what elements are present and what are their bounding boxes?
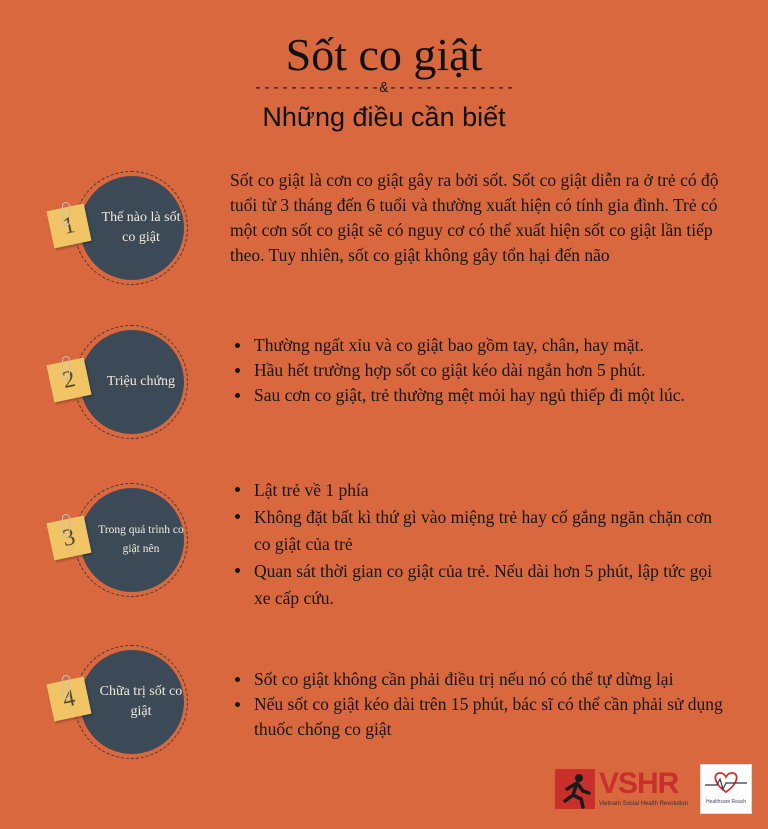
healthcare-logo-text: Healthcare Reach	[705, 799, 747, 805]
list-item: Quan sát thời gian co giật của trẻ. Nếu dài hơn 5 phút, lập tức gọi xe cấp cứu.	[254, 558, 732, 612]
section-4-label: Chữa trị sốt co giật	[99, 684, 183, 719]
paperclip-icon	[62, 675, 70, 699]
list-item: Sau cơn co giật, trẻ thường mệt mỏi hay ngủ thiếp đi một lúc.	[254, 383, 732, 408]
paperclip-icon	[62, 514, 70, 538]
section-2-circle	[80, 330, 184, 434]
section-4-number: 4	[60, 684, 78, 713]
section-1-number: 1	[60, 211, 78, 240]
section-2-number: 2	[60, 365, 78, 394]
paperclip-icon	[62, 356, 70, 380]
section-1-text: Sốt co giật là cơn co giật gây ra bởi sốt. Sốt co giật diễn ra ở trẻ có độ tuổi từ 3 tháng đến 6 tuổi và thường xuất hiện có tính gia đình. Trẻ có một cơn sốt co giật sẽ có nguy cơ có thể xuất hiện sốt co giật lần tiếp theo. Tuy nhiên, sốt co giật không gây tổn hại đến não	[230, 170, 719, 265]
healthcare-logo	[700, 764, 752, 814]
list-item: Sốt co giật không cần phải điều trị nếu nó có thể tự dừng lại	[254, 667, 732, 692]
section-2-label: Triệu chứng	[106, 374, 176, 389]
section-3-circle	[80, 488, 184, 592]
vshr-logo-text: VSHR	[599, 767, 679, 800]
list-item: Nếu sốt co giật kéo dài trên 15 phút, bác sĩ có thể cần phải sử dụng thuốc chống co giật	[254, 692, 732, 742]
section-3-list	[230, 477, 732, 612]
list-item: Lật trẻ về 1 phía	[254, 477, 732, 504]
runner-icon	[555, 769, 595, 809]
page-subtitle: Những điều cần biết	[262, 102, 506, 132]
list-item: Hầu hết trường hợp sốt co giật kéo dài ngắn hơn 5 phút.	[254, 358, 732, 383]
section-2-list	[230, 333, 732, 408]
section-1-label: Thế nào là sốt co giật	[101, 210, 181, 245]
list-item: Thường ngất xỉu và co giật bao gồm tay, chân, hay mặt.	[254, 333, 732, 358]
vshr-logo	[555, 769, 691, 811]
section-4-circle	[80, 650, 184, 754]
list-item: Không đặt bất kì thứ gì vào miệng trẻ hay cố gắng ngăn chặn cơn co giật của trẻ	[254, 504, 732, 558]
section-1-circle	[80, 176, 184, 280]
section-4-list	[230, 667, 732, 742]
section-3-label: Trong quá trình co giật nên	[98, 524, 184, 555]
title-divider: --------------&--------------	[253, 80, 515, 97]
vshr-logo-subtitle: Vietnam Social Health Revolution	[599, 801, 688, 807]
section-3-number: 3	[60, 523, 78, 552]
paperclip-icon	[62, 202, 70, 226]
page-title: Sốt co giật	[285, 29, 483, 80]
heartbeat-icon	[701, 765, 751, 799]
